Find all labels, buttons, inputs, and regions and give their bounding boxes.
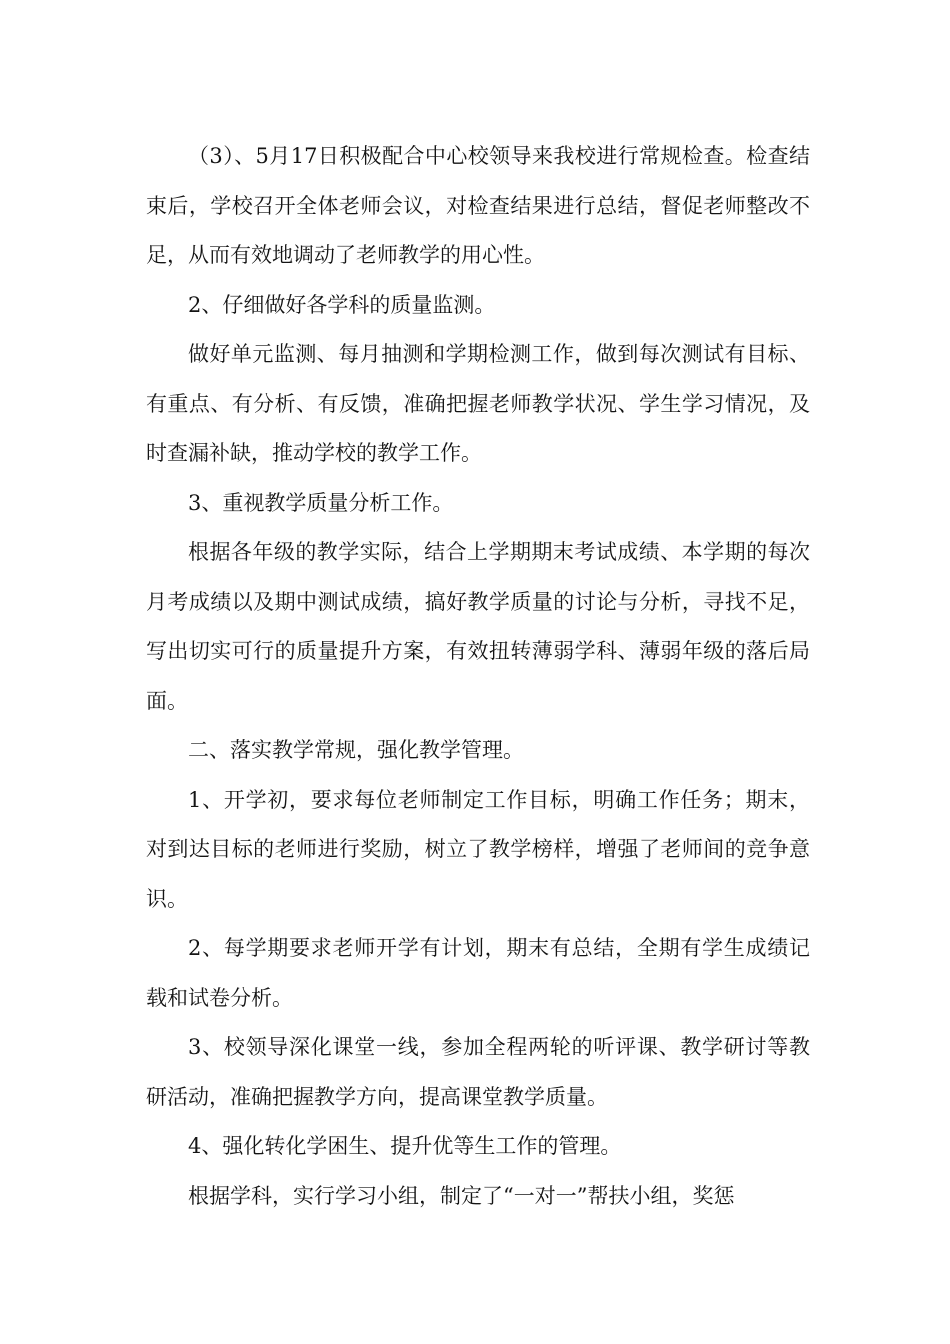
paragraph-heading-student-support: 4、强化转化学困生、提升优等生工作的管理。 bbox=[188, 1134, 622, 1158]
paragraph-term-planning: 2、每学期要求老师开学有计划，期末有总结，全期有学生成绩记载和试卷分析。 bbox=[146, 936, 810, 1010]
paragraph-heading-quality-monitoring: 2、仔细做好各学科的质量监测。 bbox=[188, 292, 496, 317]
paragraph-section-two-heading: 二、落实教学常规，强化教学管理。 bbox=[188, 738, 524, 762]
paragraph-routine-inspection: （3）、5月17日积极配合中心校领导来我校进行常规检查。检查结束后，学校召开全体老师会议，对检查结果进行总结，督促老师整改不足，从而有效地调动了老师教学的用心性。 bbox=[146, 144, 810, 267]
document-body bbox=[146, 132, 810, 1221]
paragraph-heading-quality-analysis: 3、重视教学质量分析工作。 bbox=[188, 490, 454, 515]
paragraph-goal-setting: 1、开学初，要求每位老师制定工作目标，明确工作任务；期末，对到达目标的老师进行奖励，树立了教学榜样，增强了老师间的竞争意识。 bbox=[146, 787, 810, 911]
paragraph-grade-analysis: 根据各年级的教学实际，结合上学期期末考试成绩、本学期的每次月考成绩以及期中测试成绩，搞好教学质量的讨论与分析，寻找不足，写出切实可行的质量提升方案，有效扭转薄弱学科、薄弱年级的落后局面。 bbox=[146, 540, 810, 713]
paragraph-study-groups: 根据学科，实行学习小组，制定了“一对一”帮扶小组，奖惩 bbox=[188, 1183, 735, 1208]
paragraph-classroom-observation: 3、校领导深化课堂一线，参加全程两轮的听评课、教学研讨等教研活动，准确把握教学方向，提高课堂教学质量。 bbox=[146, 1035, 810, 1109]
paragraph-unit-monitoring: 做好单元监测、每月抽测和学期检测工作，做到每次测试有目标、有重点、有分析、有反馈，准确把握老师教学状况、学生学习情况，及时查漏补缺，推动学校的教学工作。 bbox=[146, 342, 810, 465]
